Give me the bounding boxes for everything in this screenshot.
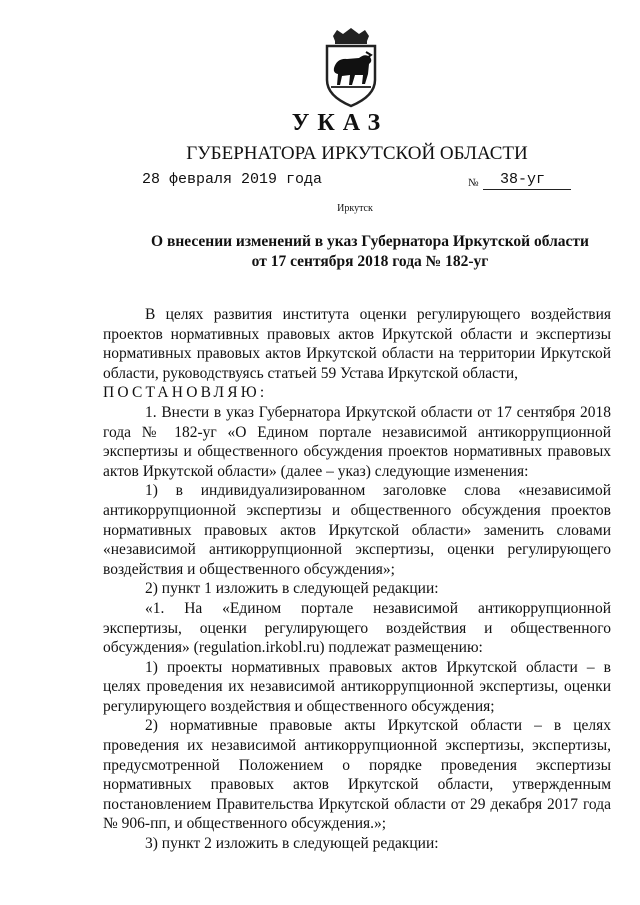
decree-title: УКАЗ bbox=[291, 110, 389, 136]
number-underline bbox=[483, 189, 571, 190]
subject-line-2: от 17 сентября 2018 года № 182-уг bbox=[251, 253, 489, 270]
item-1-1-paragraph: 1) в индивидуализированном заголовке слова «независимой антикоррупционной экспертизы и общественного обсуждения проектов нормативных правовых актов Иркутской области» заменить словами «независимой антикоррупционной экспертизы, оценки регулирующего воздействия и общественного обсуждения»; bbox=[103, 482, 611, 578]
preamble-paragraph: В целях развития института оценки регулирующего воздействия проектов нормативных правовых актов Иркутской области и экспертизы нормативных правовых актов Иркутской области на территории Иркутской области, руководствуясь статьей 59 Устава Иркутской области, bbox=[103, 306, 611, 382]
item-1-3-paragraph: 3) пункт 2 изложить в следующей редакции: bbox=[145, 835, 439, 853]
decree-number: 38-уг bbox=[500, 171, 546, 188]
subject-line-1: О внесении изменений в указ Губернатора Иркутской области bbox=[151, 233, 589, 250]
decree-organization: ГУБЕРНАТОРА ИРКУТСКОЙ ОБЛАСТИ bbox=[186, 143, 528, 164]
item-1-paragraph: 1. Внести в указ Губернатора Иркутской области от 17 сентября 2018 года № 182-уг «О Едином портале независимой антикоррупционной экспертизы и общественного обсуждения проектов нормативных правовых актов Иркутской области» (далее – указ) следующие изменения: bbox=[103, 403, 611, 480]
quote-1-paragraph: «1. На «Едином портале независимой антикоррупционной экспертизы, оценки регулирующего воздействия и общественного обсуждения» (regulation.irkobl.ru) подлежат размещению: bbox=[103, 599, 611, 657]
decree-date: 28 февраля 2019 года bbox=[142, 171, 323, 188]
number-sign: № bbox=[468, 177, 479, 189]
decree-city: Иркутск bbox=[337, 203, 373, 214]
coat-of-arms-icon bbox=[319, 28, 383, 108]
decree-subject bbox=[100, 232, 640, 272]
item-1-2-paragraph: 2) пункт 1 изложить в следующей редакции: bbox=[145, 580, 439, 598]
quote-1-1-paragraph: 1) проекты нормативных правовых актов Иркутской области – в целях проведения их независимой антикоррупционной экспертизы, оценки регулирующего воздействия и общественного обсуждения; bbox=[103, 658, 611, 715]
decree-body bbox=[103, 305, 611, 854]
postanovlyayu-heading: ПОСТАНОВЛЯЮ: bbox=[103, 384, 268, 402]
quote-1-2-paragraph: 2) нормативные правовые акты Иркутской области – в целях проведения их независимой антикоррупционной экспертизы, экспертизы, предусмотренной Положением о порядке проведения экспертизы нормативных правовых актов Иркутской области, утвержденным постановлением Правительства Иркутской области от 29 декабря 2017 года № 906-пп, и общественного обсуждения.»; bbox=[103, 717, 611, 833]
